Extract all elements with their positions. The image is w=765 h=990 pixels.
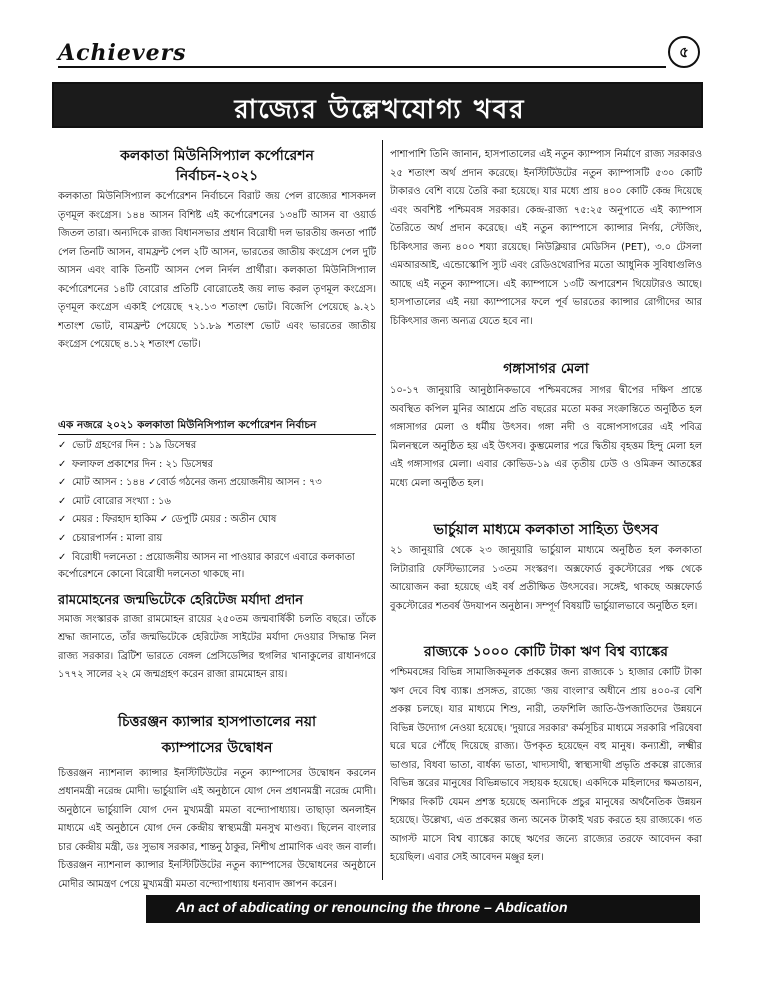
literary-fest-title: ভার্চুয়াল মাধ্যমে কলকাতা সাহিত্য উৎসব xyxy=(433,522,659,538)
check-icon: ✓ xyxy=(58,514,67,526)
check-icon: ✓ xyxy=(58,458,67,470)
election-facts-list xyxy=(58,437,376,583)
footer-definition-text: An act of abdicating or renouncing the throne – xyxy=(176,899,496,915)
check-icon: ✓ xyxy=(58,440,67,451)
check-icon: ✓ xyxy=(58,532,67,544)
cancer-title-line2: ক্যাম্পাসের উদ্বোধন xyxy=(161,739,273,756)
list-item: ✓ বিরোধী দলনেতা : প্রয়োজনীয় আসন না পাওয়ার কারণে এবারে কলকাতা কর্পোরেশনে কোনো বিরোধী দলনেতা থাকছে না। xyxy=(58,549,376,583)
page-number: ৫ xyxy=(668,36,700,68)
list-item: ✓ চেয়ারপার্সন : মালা রায় xyxy=(58,530,376,549)
list-item: ✓ মোট বোরোর সংখ্যা : ১৬ xyxy=(58,493,376,512)
check-icon: ✓ xyxy=(58,477,67,489)
check-icon: ✓ xyxy=(58,551,67,563)
footer-word: Abdication xyxy=(495,899,568,915)
rammohan-title: রামমোহনের জন্মভিটেকে হেরিটেজ মর্যাদা প্রদান xyxy=(58,592,303,608)
footer-definition xyxy=(176,899,696,915)
list-item: ✓ মেয়র : ফিরহাদ হাকিম ✓ ডেপুটি মেয়র : অতীন ঘোষ xyxy=(58,511,376,530)
kmc-title-line1: কলকাতা মিউনিসিপ্যাল কর্পোরেশন xyxy=(120,148,314,164)
cancer-title-line1: চিত্তরঞ্জন ক্যান্সার হাসপাতালের নয়া xyxy=(117,713,317,730)
check-icon: ✓ xyxy=(58,495,67,507)
list-item: ✓ মোট আসন : ১৪৪ ✓বোর্ড গঠনের জন্য প্রয়োজনীয় আসন : ৭৩ xyxy=(58,474,376,493)
magazine-brand: Achievers xyxy=(58,40,187,66)
column-divider xyxy=(382,140,383,880)
world-bank-body: পশ্চিমবঙ্গের বিভিন্ন সামাজিকমূলক প্রকল্পের জন্য রাজ্যকে ১ হাজার কোটি টাকা ঋণ দেবে বিশ্ব ব্যাঙ্ক। প্রসঙ্গত, রাজ্যে 'জয় বাংলা'র অধীনে প্রায় ৪০০-র বেশি প্রকল্প চলছে। যার মাধ্যমে শিশু, নারী, তফশিলি জাতি-উপজাতিদের উন্নয়নে বিভিন্ন উদ্যোগ নেওয়া হয়েছে। 'দুয়ারে সরকার' কর্মসূচির মাধ্যমে সরকারি পরিষেবা ঘরে ঘরে পৌঁছে দিয়েছে রাজ্য। উপকৃত হয়েছেন বহু মানুষ। কন্যাশ্রী, লক্ষ্মীর ভাণ্ডার, বিধবা ভাতা, বার্ধক্য ভাতা, খাদ্যসাথী, স্বাস্থ্যসাথী প্রভৃতি প্রকল্পে রাজ্যের বিভিন্ন স্তরের মানুষের বিভিন্নভাবে সহায়ক হয়েছে। একদিকে মহিলাদের ক্ষমতায়ন, শিক্ষার দিকটি যেমন প্রশস্ত হয়েছে অন্যদিকে প্রচুর মানুষের অর্থনৈতিক উন্নয়ন হয়েছে। উল্লেখ্য, এত প্রকল্পের জন্য অনেক টাকাই খরচ করতে হয় রাজ্যকে। গত আগস্ট মাসে বিশ্ব ব্যাঙ্কের কাছে ঋণের জন্যে রাজ্যের তরফে আবেদন করা হয়েছিল। এবার সেই আবেদন মঞ্জুর হল। xyxy=(390,667,702,863)
cancer-campus-body: চিত্তরঞ্জন ন্যাশনাল ক্যান্সার ইনস্টিটিউটের নতুন ক্যাম্পাসের উদ্বোধন করলেন প্রধানমন্ত্রী নরেন্দ্র মোদী। ভার্চুয়ালি এই অনুষ্ঠানে যোগ দেন প্রধানমন্ত্রী নরেন্দ্র মোদী। অনুষ্ঠানে ভার্চুয়ালি যোগ দেন মুখ্যমন্ত্রী মমতা বন্দ্যোপাধ্যায়। তাছাড়া অনলাইন মাধ্যমে এই অনুষ্ঠানে যোগ দেন কেন্দ্রীয় স্বাস্থ্যমন্ত্রী মনসুখ মাণ্ডব্য। ছিলেন বাংলার চার কেন্দ্রীয় মন্ত্রী, ডঃ সুভাষ সরকার, শান্তনু ঠাকুর, নিশীথ প্রামাণিক এবং জন বার্লা। চিত্তরঞ্জন ন্যাশনাল ক্যান্সার ইনস্টিটিউটের নতুন ক্যাম্পাসের উদ্বোধনের অনুষ্ঠানে মোদীর আমন্ত্রণ পেয়ে মুখ্যমন্ত্রী মমতা বন্দ্যোপাধ্যায় ধন্যবাদ জ্ঞাপন করেন। xyxy=(58,767,376,890)
right-column xyxy=(390,146,702,886)
gangasagar-title: গঙ্গাসাগর মেলা xyxy=(503,361,589,377)
cancer-campus-title xyxy=(58,709,376,761)
gangasagar-body: ১০-১৭ জানুয়ারি আনুষ্ঠানিকভাবে পশ্চিমবঙ্গের সাগর দ্বীপের দক্ষিণ প্রান্তে অবস্থিত কপিল মুনির আশ্রমে প্রতি বছরের মতো মকর সংক্রান্তিতে অনুষ্ঠিত হল গঙ্গাসাগর মেলা ও ধর্মীয় উৎসব। গঙ্গা নদী ও বঙ্গোপসাগরের এই পবিত্র মিলনস্থলে অনুষ্ঠিত হয় এই উৎসব। কুম্ভমেলার পরে দ্বিতীয় বৃহত্তম হিন্দু মেলা হল এই গঙ্গাসাগর মেলা। এবার কোভিড-১৯ এর তৃতীয় ঢেউ ও ওমিক্রন আতঙ্কের মধ্যে মেলা অনুষ্ঠিত হল। xyxy=(390,385,702,489)
rammohan-body: সমাজ সংস্কারক রাজা রামমোহন রায়ের ২৫০তম জন্মবার্ষিকী চলতি বছরে। তাঁকে শ্রদ্ধা জানাতে, তাঁর জন্মভিটেকে হেরিটেজ সাইটের মর্যাদা দেওয়ার সিদ্ধান্ত নিল রাজ্য সরকার। ব্রিটিশ ভারতে বেঙ্গল প্রেসিডেন্সির হুগলির খানাকুলের রাধানগরে ১৭৭২ সালের ২২ মে জন্মগ্রহণ করেন রাজা রামমোহন রায়। xyxy=(58,613,376,681)
kmc-election-body: কলকাতা মিউনিসিপ্যাল কর্পোরেশন নির্বাচনে বিরাট জয় পেল রাজ্যের শাসকদল তৃণমূল কংগ্রেস। ১৪৪ আসন বিশিষ্ট এই কর্পোরেশনের ১৩৪টি আসন বা ওয়ার্ড জিতল তারা। অন্যদিকে রাজ্য বিধানসভার প্রধান বিরোধী দল ভারতীয় জনতা পার্টি পেল তিনটি আসন, বামফ্রন্ট পেল ২টি আসন, ভারতের জাতীয় কংগ্রেস পেল দুটি আসন এবং বাকি তিনটি আসন পেল নির্দল প্রার্থীরা। কলকাতা মিউনিসিপ্যাল কর্পোরেশনের ১৪টি বোরোর প্রতিটি বোরোতেই জয় লাভ করল তৃণমূল কংগ্রেস। তৃণমূল কংগ্রেস একাই পেয়েছে ৭২.১৩ শতাংশ ভোট। বিজেপি পেয়েছে ৯.২১ শতাংশ ভোট, বামফ্রন্ট পেয়েছে ১১.৮৯ শতাংশ ভোট এবং ভারতের জাতীয় কংগ্রেস পেয়েছে ৪.১২ শতাংশ ভোট। xyxy=(58,191,376,350)
world-bank-title: রাজ্যকে ১০০০ কোটি টাকা ঋণ বিশ্ব ব্যাঙ্কের xyxy=(424,644,668,660)
header-rule xyxy=(58,66,666,68)
banner-title: রাজ্যের উল্লেখযোগ্য খবর xyxy=(234,95,526,125)
at-a-glance-title: এক নজরে ২০২১ কলকাতা মিউনিসিপ্যাল কর্পোরেশন নির্বাচন xyxy=(58,416,376,435)
kmc-election-title xyxy=(58,146,376,186)
kmc-title-line2: নির্বাচন-২০২১ xyxy=(175,168,259,184)
left-column xyxy=(58,146,376,951)
literary-fest-body: ২১ জানুয়ারি থেকে ২৩ জানুয়ারি ভার্চুয়াল মাধ্যমে অনুষ্ঠিত হল কলকাতা লিটারারি ফেস্টিভ্যালের ১৩তম সংস্করণ। অক্সফোর্ড বুকস্টোরের পক্ষ থেকে আয়োজন করা হয়েছে এই বর্ষ প্রতীক্ষিত উৎসবের। সঙ্গেই, থাকছে অক্সফোর্ড বুকস্টোরের শতবর্ষ উদযাপন অনুষ্ঠান। সম্পূর্ণ বিষয়টি ভার্চুয়ালভাবে অনুষ্ঠিত হল। xyxy=(390,545,702,612)
list-item: ✓ ফলাফল প্রকাশের দিন : ২১ ডিসেম্বর xyxy=(58,456,376,475)
list-item: ✓ ভোট গ্রহণের দিন : ১৯ ডিসেম্বর xyxy=(58,437,376,456)
cancer-campus-continued: পাশাপাশি তিনি জানান, হাসপাতালের এই নতুন ক্যাম্পাস নির্মাণে রাজ্য সরকারও ২৫ শতাংশ অর্থ প্রদান করেছে। ইনস্টিটিউটের নতুন ক্যাম্পাসটি ৫৩০ কোটি টাকারও বেশি ব্যয়ে তৈরি করা হয়েছে। যার মধ্যে প্রায় ৪০০ কোটি কেন্দ্র দিয়েছে এবং অবশিষ্ট পশ্চিমবঙ্গ সরকার। কেন্দ্র-রাজ্য ৭৫:২৫ অনুপাতে এই ক্যাম্পাস তৈরিতে অর্থ প্রদান করেছে। এই নতুন ক্যাম্পাসে ক্যান্সার নির্ণয়, স্টেজিং, চিকিৎসার জন্য ৪০০ শয্যা রয়েছে। নিউক্লিয়ার মেডিসিন (PET), ৩.০ টেসলা এমআরআই, এন্ডোস্কোপি স্যুট এবং রেডিওথেরাপির মতো আধুনিক সুবিধাগুলিও আছে এই নতুন ক্যাম্পাসে। এই ক্যাম্পাসে ১৩টি অপারেশন থিয়েটারও আছে। হাসপাতালের এই নয়া ক্যাম্পাসের ফলে পূর্ব ভারতের ক্যান্সার রোগীদের আর চিকিৎসার জন্য অন্যত্র যেতে হবে না। xyxy=(390,149,702,327)
